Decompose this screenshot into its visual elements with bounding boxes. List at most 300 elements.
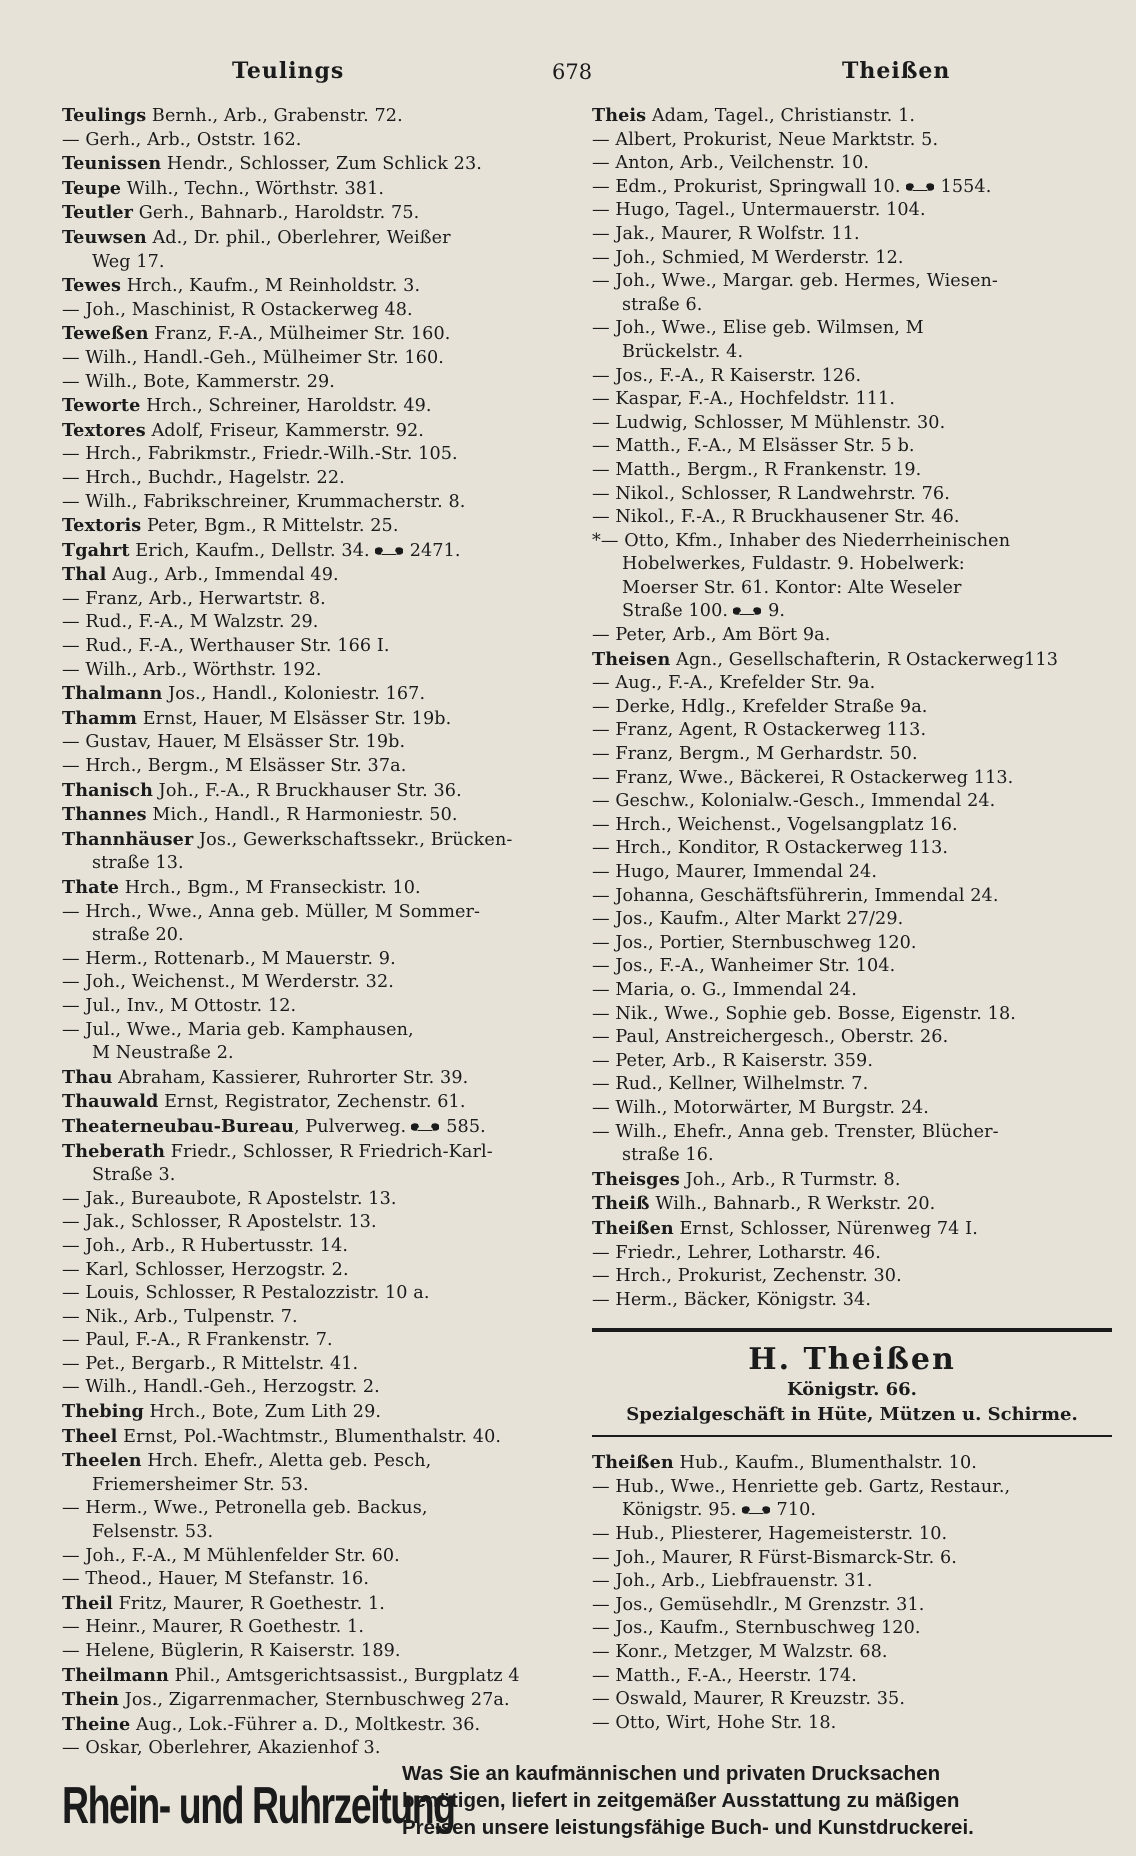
directory-entry [592, 104, 1112, 129]
page-number: 678 [552, 60, 593, 84]
entry-surname: Theel [62, 1425, 118, 1447]
entry-surname: Theberath [62, 1140, 166, 1162]
entry-details: — Geschw., Kolonialw.-Gesch., Immendal 24. [592, 791, 996, 812]
entry-details: Joh., Arb., R Turmstr. 8. [679, 1169, 901, 1190]
directory-entry [62, 755, 562, 779]
entry-surname: Teunissen [62, 153, 162, 175]
entry-details: Ernst, Hauer, M Elsässer Str. 19b. [137, 708, 452, 729]
entry-details: — Hrch., Wwe., Anna geb. Müller, M Sommer- [62, 901, 481, 922]
directory-entry [62, 104, 562, 129]
print-slogan [402, 1760, 1102, 1841]
phone-number: 2471. [409, 540, 461, 561]
entry-surname: Thate [62, 877, 120, 898]
entry-details: straße 6. [622, 294, 703, 315]
directory-entry [592, 1641, 1112, 1665]
entry-details: — Franz, Bergm., M Gerhardstr. 50. [592, 744, 918, 765]
directory-entry [592, 932, 1112, 956]
entry-details: — Jak., Schlosser, R Apostelstr. 13. [62, 1212, 377, 1233]
directory-entry [592, 483, 1112, 507]
entry-details: — Gustav, Hauer, M Elsässer Str. 19b. [62, 732, 406, 753]
directory-entry [62, 803, 562, 828]
directory-entry [592, 129, 1112, 153]
entry-details: Wilh., Bahnarb., R Werkstr. 20. [649, 1194, 936, 1215]
entry-details: — Otto, Wirt, Hohe Str. 18. [592, 1712, 837, 1733]
directory-entry [592, 1712, 1112, 1736]
entry-details: — Nik., Wwe., Sophie geb. Bosse, Eigenstr. 18. [592, 1003, 1016, 1024]
entry-surname: Tgahrt [62, 539, 130, 561]
directory-entry [62, 1211, 562, 1235]
entry-continuation [62, 924, 562, 948]
entry-details: — Jos., Portier, Sternbuschweg 120. [592, 932, 917, 953]
entry-details: Agn., Gesellschafterin, R Ostackerweg113 [670, 649, 1059, 670]
entry-continuation [592, 294, 1112, 318]
entry-details: Hrch. Ehefr., Aletta geb. Pesch, [141, 1451, 432, 1472]
directory-entry [592, 1050, 1112, 1074]
entry-surname: Thauwald [62, 1091, 159, 1113]
directory-entry [592, 696, 1112, 720]
directory-entry [62, 1353, 562, 1377]
directory-entry [62, 635, 562, 659]
entry-details: Felsenstr. 53. [92, 1522, 214, 1543]
entry-surname: Teulings [62, 105, 147, 126]
entry-details: — Ludwig, Schlosser, M Mühlenstr. 30. [592, 412, 946, 433]
left-column [62, 104, 562, 1761]
directory-entry [62, 995, 562, 1019]
entry-details: — Jos., F.-A., R Kaiserstr. 126. [592, 365, 862, 386]
entry-details: — Pet., Bergarb., R Mittelstr. 41. [62, 1353, 359, 1374]
entry-details: — Paul, F.-A., R Frankenstr. 7. [62, 1330, 333, 1351]
entry-details: — Joh., F.-A., M Mühlenfelder Str. 60. [62, 1545, 400, 1566]
entry-details: — Hugo, Maurer, Immendal 24. [592, 862, 878, 882]
entry-details: straße 13. [92, 853, 184, 874]
telephone-receiver-icon [905, 181, 935, 193]
directory-entry [592, 790, 1112, 814]
entry-details: Franz, F.-A., Mülheimer Str. 160. [148, 324, 451, 345]
entry-details: — Hrch., Konditor, R Ostackerweg 113. [592, 838, 949, 859]
phone-number: 9. [768, 601, 786, 622]
entry-details: — Derke, Hdlg., Krefelder Straße 9a. [592, 696, 928, 717]
directory-entry [62, 659, 562, 683]
directory-entry [62, 1616, 562, 1640]
directory-entry [592, 317, 1112, 341]
entry-details: Brückelstr. 4. [622, 341, 744, 362]
entry-details: — Peter, Arb., R Kaiserstr. 359. [592, 1050, 874, 1071]
entry-details: Joh., F.-A., R Bruckhauser Str. 36. [152, 780, 462, 801]
directory-entry [62, 177, 562, 202]
directory-entry [62, 1664, 562, 1689]
entry-details: Wilh., Techn., Wörthstr. 381. [121, 178, 385, 199]
entry-details: — Franz, Agent, R Ostackerweg 113. [592, 720, 927, 741]
directory-entry [62, 1688, 562, 1713]
directory-entry [62, 1376, 562, 1400]
directory-entry [62, 707, 562, 732]
entry-details: Aug., Arb., Immendal 49. [106, 565, 339, 586]
entry-surname: Thalmann [62, 683, 163, 705]
directory-entry [592, 152, 1112, 176]
entry-surname: Theil [62, 1592, 113, 1614]
slogan-line: Preisen unsere leistungsfähige Buch- und Kunstdruckerei. [402, 1816, 974, 1839]
ad-shop-name: H. Theißen [748, 1342, 956, 1378]
entry-surname: Theißen [592, 1217, 674, 1239]
entry-continuation [592, 1499, 1112, 1523]
directory-entry [592, 767, 1112, 791]
entry-continuation [592, 600, 1112, 624]
directory-entry [592, 1665, 1112, 1689]
entry-details: straße 16. [622, 1145, 714, 1166]
entry-details: — Matth., Bergm., R Frankenstr. 19. [592, 459, 922, 480]
shop-advertisement [592, 1328, 1112, 1437]
entry-details: Straße 100. [622, 601, 729, 622]
directory-entry [592, 719, 1112, 743]
directory-entry [62, 1066, 562, 1091]
directory-entry [592, 435, 1112, 459]
entry-details: — Aug., F.-A., Krefelder Str. 9a. [592, 673, 876, 694]
directory-entry [62, 347, 562, 371]
directory-entry [592, 908, 1112, 932]
entry-details: — Joh., Wwe., Elise geb. Wilmsen, M [592, 318, 924, 339]
directory-entry [62, 1640, 562, 1664]
entry-details: — Friedr., Lehrer, Lotharstr. 46. [592, 1242, 881, 1263]
header-left-keyword: Teulings [232, 58, 345, 84]
right-column-bottom [592, 1451, 1112, 1735]
entry-surname: Teutler [62, 202, 134, 224]
directory-entry [62, 1235, 562, 1259]
entry-details: — Wilh., Handl.-Geh., Mülheimer Str. 160. [62, 347, 444, 368]
directory-entry [62, 1282, 562, 1306]
entry-details: Jos., Handl., Koloniestr. 167. [162, 684, 426, 705]
directory-entry [592, 176, 1112, 200]
directory-entry [62, 828, 562, 853]
entry-details: Ad., Dr. phil., Oberlehrer, Weißer [146, 227, 451, 248]
directory-entry [592, 1265, 1112, 1289]
directory-entry [62, 371, 562, 395]
directory-entry [592, 1570, 1112, 1594]
directory-entry [592, 1097, 1112, 1121]
directory-entry [62, 1090, 562, 1115]
entry-details: Hrch., Bgm., M Franseckistr. 10. [119, 878, 421, 898]
directory-entry [62, 779, 562, 804]
directory-entry [62, 901, 562, 925]
entry-details: Bernh., Arb., Grabenstr. 72. [146, 106, 403, 126]
entry-details: Weg 17. [92, 251, 165, 272]
directory-entry [592, 388, 1112, 412]
entry-surname: Teuwsen [62, 226, 147, 248]
entry-details: — Joh., Arb., Liebfrauenstr. 31. [592, 1571, 873, 1592]
entry-details: Königstr. 95. [622, 1500, 737, 1521]
entry-details: Hendr., Schlosser, Zum Schlick 23. [161, 154, 482, 175]
directory-entry [592, 223, 1112, 247]
directory-entry [62, 129, 562, 153]
entry-details: — Wilh., Bote, Kammerstr. 29. [62, 371, 335, 392]
entry-details: — Johanna, Geschäftsführerin, Immendal 24. [592, 885, 999, 906]
directory-entry [62, 1425, 562, 1450]
entry-surname: Thamm [62, 707, 138, 729]
entry-details: — Herm., Bäcker, Königstr. 34. [592, 1289, 872, 1310]
directory-entry [62, 1737, 562, 1761]
entry-continuation [62, 1042, 562, 1066]
entry-details: — Joh., Maschinist, R Ostackerweg 48. [62, 299, 413, 320]
directory-entry [62, 152, 562, 177]
footer-advertisement [62, 1760, 1102, 1850]
directory-entry [62, 322, 562, 347]
entry-details: Phil., Amtsgerichtsassist., Burgplatz 4 [168, 1665, 520, 1686]
entry-details: — Oswald, Maurer, R Kreuzstr. 35. [592, 1689, 906, 1710]
directory-entry [62, 1400, 562, 1425]
directory-entry [592, 1451, 1112, 1476]
entry-surname: Tewes [62, 275, 122, 297]
newspaper-brand: Rhein- und Ruhrzeitung [62, 1777, 455, 1835]
entry-details: *— Otto, Kfm., Inhaber des Niederrheinischen [592, 530, 1011, 551]
directory-entry [62, 563, 562, 588]
entry-surname: Thannhäuser [62, 828, 194, 850]
entry-details: Aug., Lok.-Führer a. D., Moltkestr. 36. [130, 1714, 481, 1735]
entry-surname: Textoris [62, 515, 142, 537]
entry-details: — Rud., Kellner, Wilhelmstr. 7. [592, 1074, 869, 1095]
entry-surname: Thein [62, 1689, 120, 1711]
telephone-receiver-icon [741, 1504, 771, 1516]
entry-details: — Jos., Kaufm., Alter Markt 27/29. [592, 909, 904, 930]
directory-entry [62, 1140, 562, 1165]
entry-details: — Joh., Wwe., Margar. geb. Hermes, Wiesen- [592, 271, 998, 292]
directory-entry [62, 226, 562, 251]
directory-entry [62, 1545, 562, 1569]
entry-details: — Louis, Schlosser, R Pestalozzistr. 10 a. [62, 1283, 430, 1304]
entry-details: — Oskar, Oberlehrer, Akazienhof 3. [62, 1738, 381, 1759]
entry-surname: Theißen [592, 1452, 674, 1474]
directory-entry [62, 1188, 562, 1212]
entry-continuation [592, 553, 1112, 577]
directory-entry [62, 419, 562, 444]
entry-details: — Hrch., Weichenst., Vogelsangplatz 16. [592, 814, 958, 835]
entry-details: Gerh., Bahnarb., Haroldstr. 75. [133, 203, 420, 224]
entry-details: straße 20. [92, 925, 184, 946]
entry-details: — Edm., Prokurist, Springwall 10. [592, 176, 901, 197]
phone-number: 585. [446, 1116, 486, 1137]
directory-entry [592, 1617, 1112, 1641]
entry-details: — Franz, Wwe., Bäckerei, R Ostackerweg 113. [592, 767, 1014, 788]
entry-continuation [62, 1164, 562, 1188]
entry-details: Hrch., Bote, Zum Lith 29. [143, 1402, 382, 1423]
entry-details: — Matth., F.-A., Heerstr. 174. [592, 1665, 857, 1686]
directory-entry [592, 1547, 1112, 1571]
directory-entry [592, 885, 1112, 909]
entry-details: — Karl, Schlosser, Herzogstr. 2. [62, 1259, 349, 1280]
entry-details: Ernst, Pol.-Wachtmstr., Blumenthalstr. 40. [117, 1426, 502, 1447]
entry-details: — Peter, Arb., Am Bört 9a. [592, 625, 831, 646]
entry-details: — Herm., Wwe., Petronella geb. Backus, [62, 1498, 428, 1519]
entry-details: — Jak., Maurer, R Wolfstr. 11. [592, 223, 860, 244]
directory-entry [592, 530, 1112, 554]
entry-details: Jos., Gewerkschaftssekr., Brücken- [193, 829, 513, 850]
entry-surname: Theine [62, 1713, 131, 1735]
entry-details: — Matth., F.-A., M Elsässer Str. 5 b. [592, 436, 915, 457]
entry-details: Jos., Zigarrenmacher, Sternbuschweg 27a. [119, 1690, 510, 1711]
entry-surname: Theisges [592, 1168, 680, 1190]
entry-details: Friedr., Schlosser, R Friedrich-Karl- [165, 1141, 493, 1162]
entry-details: — Jak., Bureaubote, R Apostelstr. 13. [62, 1188, 397, 1209]
entry-continuation [592, 1144, 1112, 1168]
directory-entry [592, 365, 1112, 389]
directory-entry [592, 1073, 1112, 1097]
directory-entry [592, 648, 1112, 673]
entry-details: — Hrch., Fabrikmstr., Friedr.-Wilh.-Str. 105. [62, 444, 458, 465]
directory-entry [62, 1115, 562, 1140]
entry-details: — Nikol., F.-A., R Bruckhausener Str. 46. [592, 507, 960, 528]
right-column-top [592, 104, 1112, 1312]
ad-shop-tagline: Spezialgeschäft in Hüte, Mützen u. Schirme. [626, 1404, 1078, 1426]
entry-details: — Maria, o. G., Immendal 24. [592, 979, 857, 1000]
entry-details: Ernst, Schlosser, Nürenweg 74 I. [673, 1218, 978, 1239]
directory-entry [62, 1259, 562, 1283]
directory-entry [592, 1192, 1112, 1217]
directory-entry [592, 247, 1112, 271]
directory-entry [592, 199, 1112, 223]
entry-details: — Hrch., Buchdr., Hagelstr. 22. [62, 467, 345, 488]
entry-surname: Thebing [62, 1401, 144, 1423]
entry-details: — Gerh., Arb., Oststr. 162. [62, 129, 302, 150]
entry-continuation [62, 1474, 562, 1498]
entry-surname: Theis [592, 105, 647, 126]
directory-entry [592, 955, 1112, 979]
directory-entry [592, 1217, 1112, 1242]
directory-entry [592, 270, 1112, 294]
entry-details: M Neustraße 2. [92, 1043, 234, 1064]
entry-details: — Jos., F.-A., Wanheimer Str. 104. [592, 956, 896, 977]
entry-surname: Theisen [592, 648, 671, 670]
directory-entry [62, 201, 562, 226]
entry-details: — Albert, Prokurist, Neue Marktstr. 5. [592, 129, 939, 150]
directory-entry [592, 1121, 1112, 1145]
directory-entry [62, 1306, 562, 1330]
telephone-receiver-icon [410, 1121, 440, 1133]
entry-details: — Hugo, Tagel., Untermauerstr. 104. [592, 200, 926, 221]
directory-entry [592, 1003, 1112, 1027]
entry-details: — Konr., Metzger, M Walzstr. 68. [592, 1642, 888, 1663]
entry-details: — Wilh., Handl.-Geh., Herzogstr. 2. [62, 1377, 380, 1398]
entry-surname: Teupe [62, 177, 122, 199]
entry-details: — Kaspar, F.-A., Hochfeldstr. 111. [592, 389, 896, 410]
entry-continuation [592, 341, 1112, 365]
directory-entry [592, 412, 1112, 436]
entry-details: Moerser Str. 61. Kontor: Alte Weseler [622, 577, 962, 598]
entry-surname: Teworte [62, 395, 141, 417]
directory-entry [62, 948, 562, 972]
directory-entry [62, 588, 562, 612]
directory-entry [592, 814, 1112, 838]
directory-entry [592, 1026, 1112, 1050]
directory-entry [62, 394, 562, 419]
directory-entry [62, 1592, 562, 1617]
directory-entry [592, 459, 1112, 483]
header-right-keyword: Theißen [842, 58, 951, 84]
directory-entry [62, 971, 562, 995]
page-header [62, 48, 1096, 104]
entry-details: , Pulverweg. [293, 1116, 407, 1137]
phone-number: 710. [776, 1500, 817, 1521]
directory-entry [592, 1242, 1112, 1266]
entry-details: Hobelwerkes, Fuldastr. 9. Hobelwerk: [622, 554, 965, 575]
directory-entry [592, 1688, 1112, 1712]
entry-continuation [62, 251, 562, 275]
entry-details: — Anton, Arb., Veilchenstr. 10. [592, 153, 870, 174]
entry-details: — Jos., Gemüsehdlr., M Grenzstr. 31. [592, 1594, 925, 1615]
ad-shop-address: Königstr. 66. [787, 1379, 917, 1401]
entry-details: Friemersheimer Str. 53. [92, 1474, 309, 1495]
entry-continuation [62, 852, 562, 876]
directory-entry [592, 624, 1112, 648]
entry-details: — Nik., Arb., Tulpenstr. 7. [62, 1306, 298, 1327]
directory-entry [592, 506, 1112, 530]
entry-details: — Hub., Wwe., Henriette geb. Gartz, Restaur., [592, 1476, 1011, 1497]
directory-entry [62, 1019, 562, 1043]
entry-details: — Wilh., Ehefr., Anna geb. Trenster, Blücher- [592, 1121, 999, 1142]
directory-entry [592, 672, 1112, 696]
directory-entry [592, 1289, 1112, 1313]
entry-details: — Wilh., Fabrikschreiner, Krummacherstr. 8. [62, 491, 466, 512]
entry-details: — Hrch., Bergm., M Elsässer Str. 37a. [62, 756, 407, 777]
entry-details: — Theod., Hauer, M Stefanstr. 16. [62, 1569, 370, 1590]
entry-surname: Thanisch [62, 779, 153, 801]
directory-entry [62, 1713, 562, 1738]
directory-entry [592, 861, 1112, 885]
entry-details: — Heinr., Maurer, R Goethestr. 1. [62, 1617, 365, 1638]
entry-continuation [592, 577, 1112, 601]
entry-surname: Theaterneubau-Bureau [62, 1115, 294, 1137]
entry-surname: Teweßen [62, 323, 149, 345]
entry-details: — Paul, Anstreichergesch., Oberstr. 26. [592, 1027, 949, 1048]
directory-entry [62, 514, 562, 539]
directory-entry [62, 611, 562, 635]
entry-surname: Thannes [62, 804, 147, 826]
directory-entry [62, 1568, 562, 1592]
entry-details: Abraham, Kassierer, Ruhrorter Str. 39. [112, 1067, 469, 1088]
directory-entry [62, 299, 562, 323]
entry-details: — Joh., Arb., R Hubertusstr. 14. [62, 1235, 349, 1256]
entry-details: — Nikol., Schlosser, R Landwehrstr. 76. [592, 483, 950, 504]
directory-entry [592, 979, 1112, 1003]
entry-details: Adam, Tagel., Christianstr. 1. [646, 106, 916, 126]
entry-surname: Thau [62, 1066, 113, 1088]
entry-details: — Joh., Schmied, M Werderstr. 12. [592, 247, 904, 268]
entry-details: Hrch., Schreiner, Haroldstr. 49. [140, 396, 432, 417]
ad-divider [592, 1435, 1112, 1437]
entry-surname: Theilmann [62, 1664, 169, 1686]
entry-details: — Rud., F.-A., Werthauser Str. 166 I. [62, 636, 390, 657]
entry-surname: Theiß [592, 1193, 650, 1215]
entry-details: Peter, Bgm., R Mittelstr. 25. [141, 516, 399, 537]
entry-surname: Theelen [62, 1450, 142, 1472]
entry-details: — Joh., Maurer, R Fürst-Bismarck-Str. 6. [592, 1547, 957, 1568]
entry-details: Ernst, Registrator, Zechenstr. 61. [158, 1092, 466, 1113]
entry-details: Adolf, Friseur, Kammerstr. 92. [145, 420, 424, 441]
slogan-line: Was Sie an kaufmännischen und privaten Drucksachen [402, 1762, 941, 1785]
directory-entry [62, 731, 562, 755]
right-column [592, 104, 1112, 1735]
entry-details: — Franz, Arb., Herwartstr. 8. [62, 588, 326, 609]
entry-details: Mich., Handl., R Harmoniestr. 50. [146, 805, 458, 826]
directory-entry [62, 1497, 562, 1521]
directory-entry [592, 1168, 1112, 1193]
directory-entry [62, 876, 562, 901]
entry-surname: Textores [62, 419, 146, 441]
directory-entry [592, 837, 1112, 861]
directory-entry [62, 491, 562, 515]
entry-details: Erich, Kaufm., Dellstr. 34. [129, 540, 370, 561]
entry-details: — Wilh., Arb., Wörthstr. 192. [62, 659, 322, 680]
directory-entry [62, 467, 562, 491]
directory-entry [62, 274, 562, 299]
entry-details: — Jos., Kaufm., Sternbuschweg 120. [592, 1618, 921, 1639]
